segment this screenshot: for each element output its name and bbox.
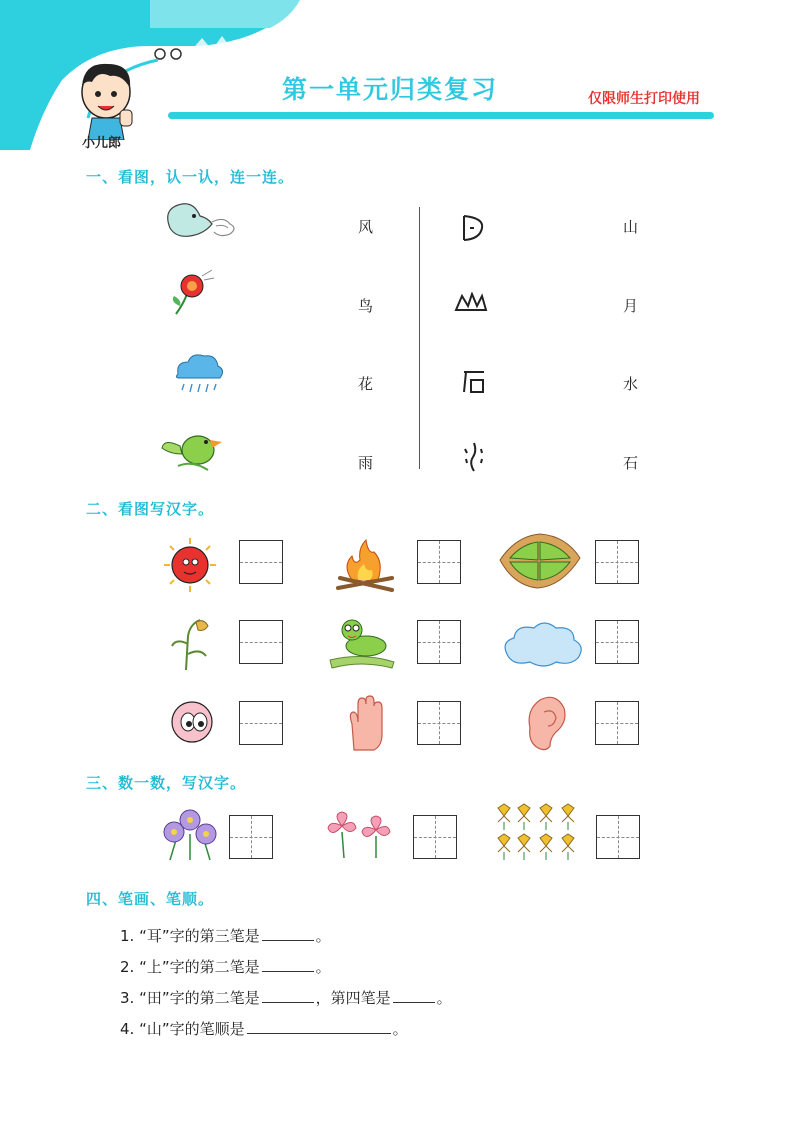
ancient-water-icon: [461, 441, 487, 473]
insect-icon: [326, 612, 398, 670]
writing-grid-sun[interactable]: [239, 540, 283, 584]
question-1: 1. “耳”字的第三笔是 。: [120, 927, 331, 945]
ancient-moon-icon: [456, 213, 486, 243]
section2-title: 二、看图写汉字。: [86, 500, 215, 518]
writing-grid-hand[interactable]: [417, 701, 461, 745]
header-corner-decoration: [0, 0, 310, 150]
flowers-two-icon: [322, 808, 396, 860]
wind-icon: [160, 198, 240, 246]
writing-grid-flowers-two[interactable]: [413, 815, 457, 859]
cloud-icon: [500, 618, 586, 670]
writing-grid-eye[interactable]: [239, 701, 283, 745]
writing-grid-insect[interactable]: [417, 620, 461, 664]
writing-grid-field[interactable]: [595, 540, 639, 584]
writing-grid-grain[interactable]: [239, 620, 283, 664]
answer-blank-3a[interactable]: [262, 988, 314, 1003]
question-3: 3. “田”字的第二笔是 ，第四笔是 。: [120, 989, 452, 1007]
mascot-label: 小儿郎: [82, 136, 122, 151]
header-band: [168, 112, 714, 119]
section3-title: 三、数一数，写汉字。: [86, 774, 247, 792]
writing-grid-fire[interactable]: [417, 540, 461, 584]
writing-grid-leaves[interactable]: [596, 815, 640, 859]
question-2: 2. “上”字的第二笔是 。: [120, 958, 331, 976]
answer-blank-3b[interactable]: [393, 988, 435, 1003]
mascot-boy-icon: [62, 52, 154, 140]
question-4: 4. “山”字的笔顺是 。: [120, 1020, 408, 1038]
fire-icon: [334, 536, 396, 592]
writing-grid-ear[interactable]: [595, 701, 639, 745]
leaves-ten-icon: [494, 802, 580, 862]
word-feng: 风: [358, 218, 374, 236]
hand-icon: [344, 694, 388, 752]
ancient-mountain-icon: [454, 292, 488, 314]
field-icon: [496, 530, 582, 590]
writing-grid-cloud[interactable]: [595, 620, 639, 664]
answer-blank-4[interactable]: [247, 1019, 391, 1034]
eye-icon: [168, 696, 218, 746]
answer-blank-1[interactable]: [262, 926, 314, 941]
word-shan: 山: [623, 218, 639, 236]
bird-icon: [158, 420, 228, 476]
section1-title: 一、看图，认一认，连一连。: [86, 168, 295, 186]
word-shui: 水: [623, 375, 639, 393]
word-hua: 花: [358, 375, 374, 393]
word-yue: 月: [623, 297, 639, 315]
grain-icon: [166, 614, 212, 672]
sun-icon: [160, 536, 220, 594]
answer-blank-2[interactable]: [262, 957, 314, 972]
print-notice: 仅限师生打印使用: [588, 91, 700, 107]
ear-icon: [520, 692, 570, 752]
page-title: 第一单元归类复习: [282, 75, 499, 104]
ancient-stone-icon: [460, 368, 488, 396]
section4-title: 四、笔画、笔顺。: [86, 890, 215, 908]
rain-cloud-icon: [170, 350, 226, 402]
writing-grid-flowers-three[interactable]: [229, 815, 273, 859]
word-yu: 雨: [358, 454, 374, 472]
flowers-three-icon: [156, 804, 222, 862]
word-niao: 鸟: [358, 297, 374, 315]
flower-icon: [166, 266, 218, 318]
section1-divider: [419, 207, 420, 469]
word-shi: 石: [623, 454, 639, 472]
